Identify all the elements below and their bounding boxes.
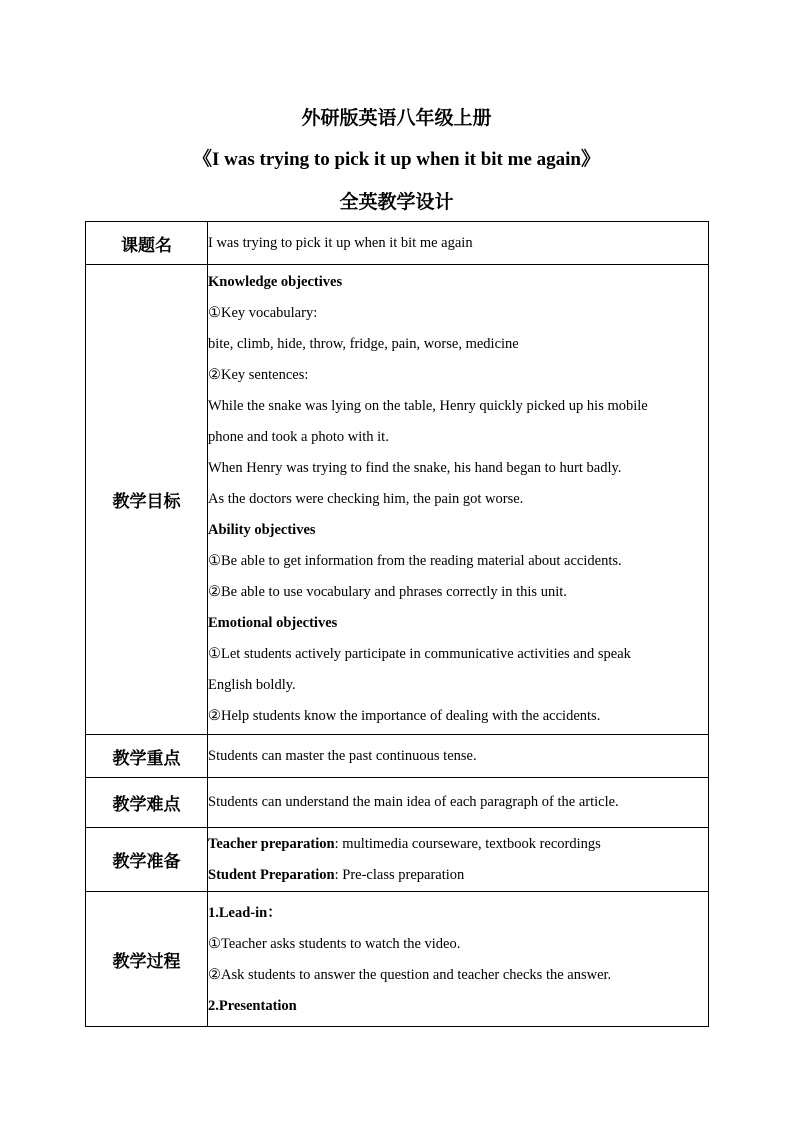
label-key-points: 教学重点 — [86, 735, 208, 778]
sentence-2: When Henry was trying to find the snake, his hand began to hurt badly. — [208, 460, 622, 476]
student-preparation — [208, 860, 708, 891]
knowledge-heading: Knowledge objectives — [208, 274, 343, 290]
table-row-key-points — [86, 735, 709, 778]
difficult-points-content — [208, 778, 709, 828]
difficult-points-text: Students can understand the main idea of each paragraph of the article. — [208, 794, 619, 810]
table-row-preparation — [86, 828, 709, 892]
sentence-1a: While the snake was lying on the table, Henry quickly picked up his mobile — [208, 398, 648, 414]
emotional-1a: ①Let students actively participate in communicative activities and speak — [208, 646, 631, 662]
ability-1: ①Be able to get information from the reading material about accidents. — [208, 553, 622, 569]
emotional-2: ②Help students know the importance of dealing with the accidents. — [208, 708, 601, 724]
label-lesson-name: 课题名 — [86, 222, 208, 265]
presentation-heading: 2.Presentation — [208, 998, 297, 1014]
label-preparation: 教学准备 — [86, 828, 208, 892]
teacher-preparation-text: : multimedia courseware, textbook recordings — [334, 835, 601, 852]
ability-heading: Ability objectives — [208, 522, 316, 538]
emotional-1b: English boldly. — [208, 677, 296, 693]
emotional-heading: Emotional objectives — [208, 615, 338, 631]
lesson-plan-table — [85, 221, 709, 1027]
key-vocab-label: ①Key vocabulary: — [208, 305, 318, 321]
leadin-step-1: ①Teacher asks students to watch the video. — [208, 936, 461, 952]
label-process: 教学过程 — [86, 892, 208, 1027]
sentence-3: As the doctors were checking him, the pain got worse. — [208, 491, 524, 507]
ability-2: ②Be able to use vocabulary and phrases correctly in this unit. — [208, 584, 567, 600]
document-title: 外研版英语八年级上册 — [301, 107, 492, 129]
key-vocab-list: bite, climb, hide, throw, fridge, pain, worse, medicine — [208, 336, 519, 352]
label-difficult-points: 教学难点 — [86, 778, 208, 828]
objectives-content — [208, 265, 709, 735]
table-row-difficult-points — [86, 778, 709, 828]
leadin-heading: 1.Lead-in： — [208, 905, 282, 921]
sentence-1b: phone and took a photo with it. — [208, 429, 389, 445]
table-row-process — [86, 892, 709, 1027]
design-subtitle: 全英教学设计 — [339, 191, 454, 213]
preparation-content — [208, 828, 709, 892]
student-preparation-label: Student Preparation — [208, 866, 335, 883]
label-objectives: 教学目标 — [86, 265, 208, 735]
lesson-name-text — [208, 222, 709, 265]
key-points-content — [208, 735, 709, 778]
lesson-title: 《I was trying to pick it up when it bit me again》 — [193, 149, 600, 170]
key-sentences-label: ②Key sentences: — [208, 367, 309, 383]
teacher-preparation — [208, 829, 708, 860]
table-row-objectives — [86, 265, 709, 735]
student-preparation-text: : Pre-class preparation — [334, 866, 465, 883]
table-row-lesson-name — [86, 222, 709, 265]
leadin-step-2: ②Ask students to answer the question and teacher checks the answer. — [208, 967, 612, 983]
process-content — [208, 892, 709, 1027]
teacher-preparation-label: Teacher preparation — [208, 835, 335, 852]
key-points-text: Students can master the past continuous tense. — [208, 747, 477, 764]
lesson-name-line: I was trying to pick it up when it bit me again — [208, 234, 473, 251]
